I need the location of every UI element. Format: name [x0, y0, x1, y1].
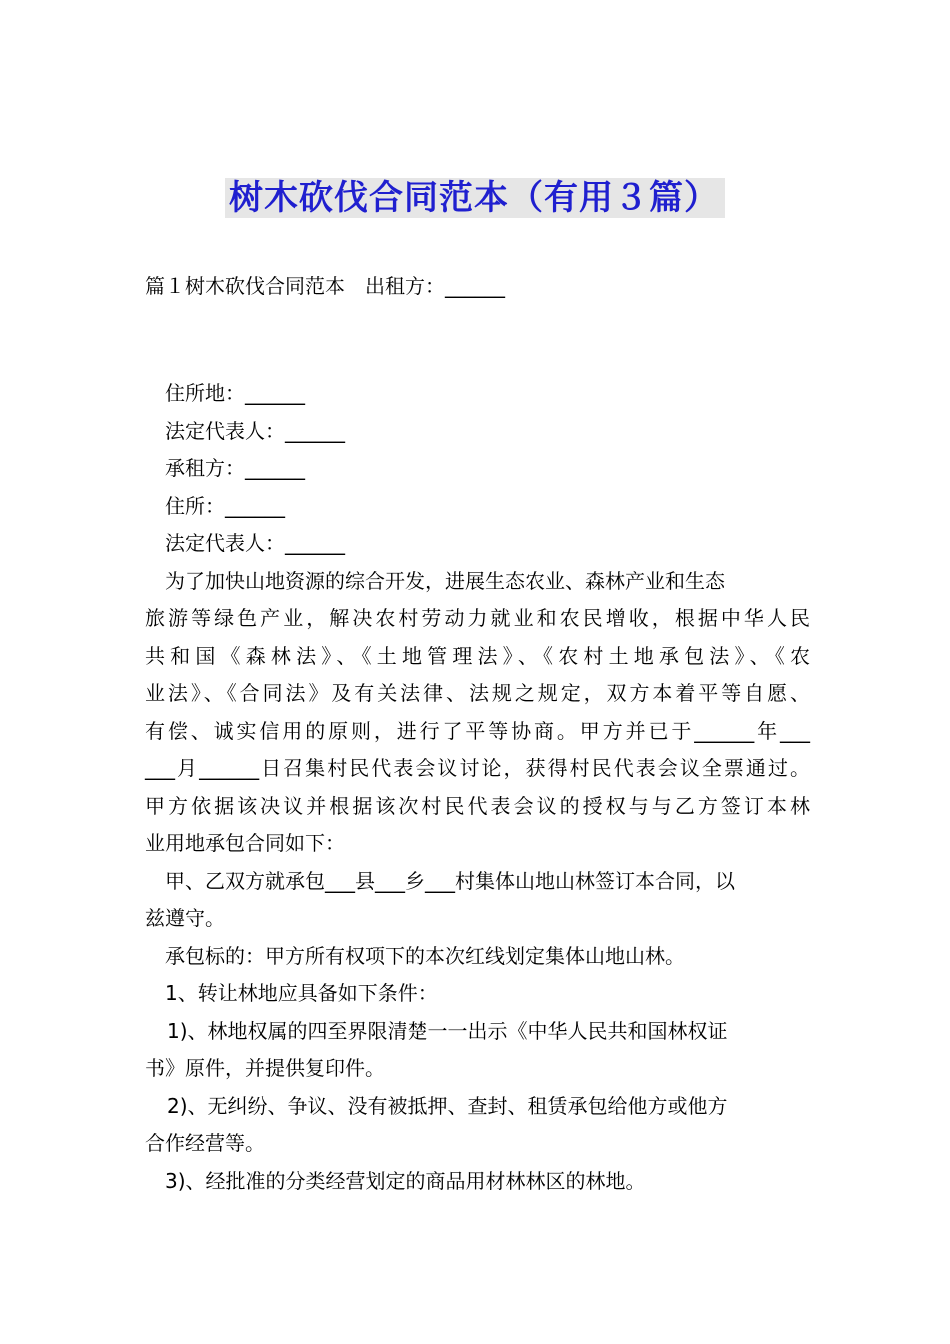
item-1-2-line-1: 2)、无纠纷、争议、没有被抵押、查封、租赁承包给他方或他方 [167, 1093, 728, 1118]
paragraph1-line-1: 为了加快山地资源的综合开发，进展生态农业、森林产业和生态 [165, 568, 725, 593]
paragraph1-line-8: 业用地承包合同如下： [145, 831, 345, 855]
paragraph2-line-1: 甲、乙双方就承包___县___乡___村集体山地山林签订本合同，以 [165, 868, 735, 893]
field-address: 住所地：______ [165, 381, 305, 405]
field-residence: 住所：______ [165, 493, 285, 518]
paragraph1-line-5: 有偿、诚实信用的原则，进行了平等协商。甲方并已于______年___ [145, 718, 810, 743]
paragraph3: 承包标的：甲方所有权项下的本次红线划定集体山地山林。 [165, 943, 685, 968]
heading-line: 篇１树木砍伐合同范本 出租方：______ [145, 274, 505, 298]
paragraph2-line-2: 兹遵守。 [145, 906, 225, 930]
paragraph1-line-7: 甲方依据该决议并根据该次村民代表会议的授权与与乙方签订本林 [145, 793, 810, 818]
item-1-1-line-1: 1)、林地权属的四至界限清楚一一出示《中华人民共和国林权证 [167, 1018, 728, 1043]
paragraph1-line-2: 旅游等绿色产业，解决农村劳动力就业和农民增收，根据中华人民 [145, 606, 810, 630]
item-1-2-line-2: 合作经营等。 [145, 1131, 265, 1155]
title-container [0, 178, 950, 218]
item-1-1-line-2: 书》原件，并提供复印件。 [145, 1056, 385, 1080]
document-title: 树木砍伐合同范本（有用３篇） [225, 178, 725, 218]
paragraph1-line-3: 共和国《森林法》、《土地管理法》、《农村土地承包法》、《农 [145, 643, 810, 668]
item-1-3: 3)、经批准的分类经营划定的商品用材林林区的林地。 [165, 1168, 646, 1193]
field-legal-rep-2: 法定代表人：______ [165, 531, 345, 555]
item-1: 1、转让林地应具备如下条件： [165, 981, 438, 1005]
field-lessee: 承租方：______ [165, 456, 305, 480]
heading-line-block [145, 268, 810, 306]
field-legal-rep: 法定代表人：______ [165, 418, 345, 443]
paragraph1-line-6: ___月______日召集村民代表会议讨论，获得村民代表会议全票通过。 [145, 756, 810, 780]
party-fields [145, 375, 810, 1200]
paragraph1-line-4: 业法》、《合同法》及有关法律、法规之规定，双方本着平等自愿、 [145, 681, 810, 705]
